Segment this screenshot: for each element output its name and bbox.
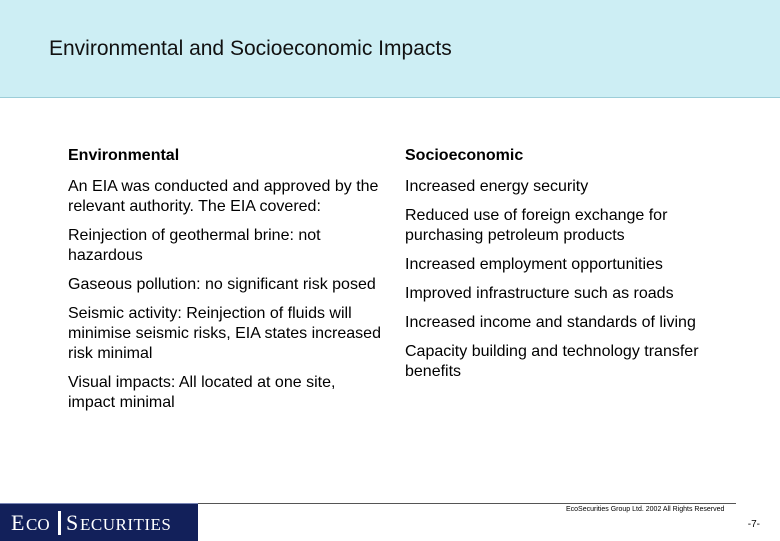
environmental-item: An EIA was conducted and approved by the relevant authority. The EIA covered: (68, 178, 379, 215)
header-band (0, 0, 780, 98)
socioeconomic-heading: Socioeconomic (405, 147, 524, 164)
environmental-column (68, 146, 386, 422)
environmental-item: Visual impacts: All located at one site, impact minimal (68, 374, 336, 411)
page-number: -7- (747, 519, 760, 530)
ecosecurities-logo-mark (7, 508, 191, 538)
footer-copyright: EcoSecurities Group Ltd. 2002 All Rights Reserved (566, 506, 725, 513)
socioeconomic-item: Capacity building and technology transfer benefits (405, 343, 699, 380)
footer-divider (198, 503, 736, 504)
environmental-item: Seismic activity: Reinjection of fluids will minimise seismic risks, EIA states increased risk minimal (68, 305, 381, 362)
socioeconomic-item: Reduced use of foreign exchange for purchasing petroleum products (405, 207, 668, 244)
socioeconomic-item: Increased employment opportunities (405, 256, 663, 273)
environmental-item: Gaseous pollution: no significant risk posed (68, 276, 376, 293)
svg-text:S: S (66, 509, 79, 535)
socioeconomic-column (405, 146, 735, 391)
socioeconomic-item: Increased energy security (405, 178, 589, 195)
environmental-heading: Environmental (68, 147, 180, 164)
socioeconomic-item: Improved infrastructure such as roads (405, 285, 674, 302)
ecosecurities-logo (0, 503, 198, 541)
svg-text:ECURITIES: ECURITIES (80, 514, 172, 534)
page-title: Environmental and Socioeconomic Impacts (49, 37, 452, 60)
socioeconomic-item: Increased income and standards of living (405, 314, 696, 331)
svg-text:CO: CO (26, 514, 50, 534)
svg-text:E: E (11, 509, 25, 535)
environmental-item: Reinjection of geothermal brine: not hazardous (68, 227, 321, 264)
